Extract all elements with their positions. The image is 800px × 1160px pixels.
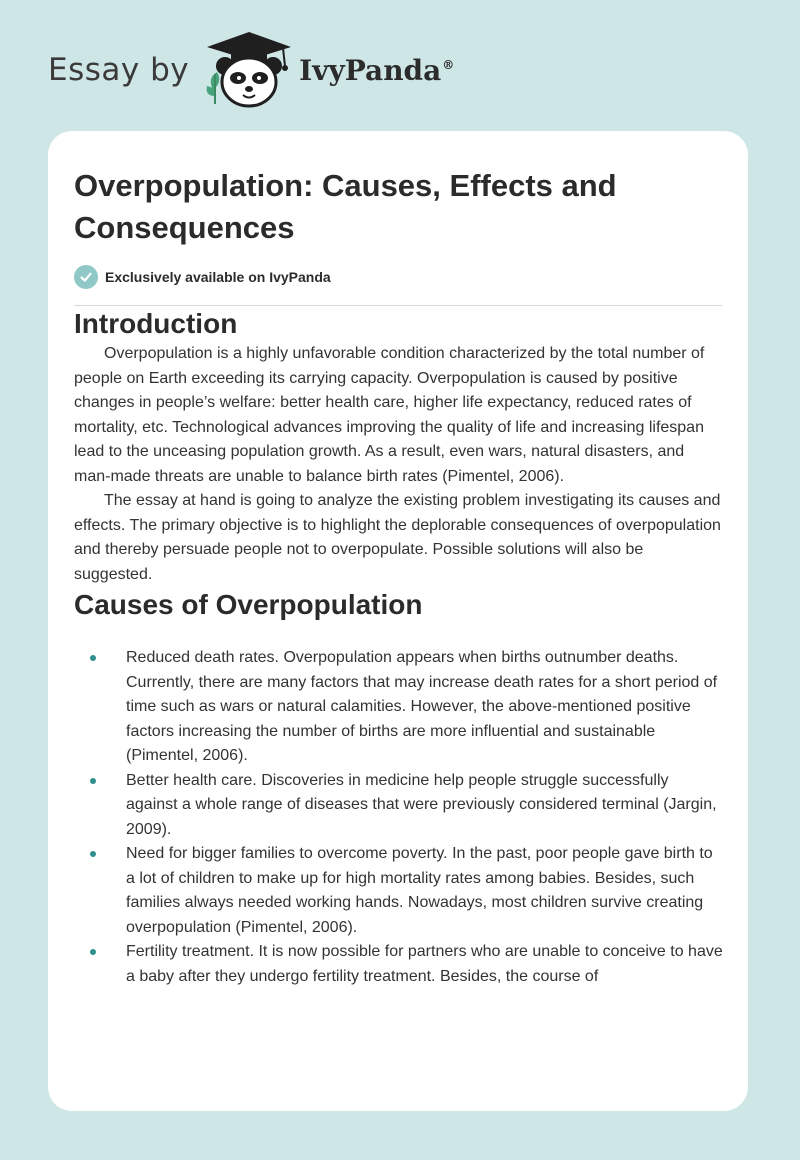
bullet-icon xyxy=(90,851,96,857)
causes-list xyxy=(74,646,724,989)
section-heading-introduction: Introduction xyxy=(74,308,238,339)
site-header xyxy=(48,30,454,110)
essay-by-label: Essay by xyxy=(48,52,190,88)
panda-graduate-icon[interactable] xyxy=(203,30,295,110)
bullet-icon xyxy=(90,949,96,955)
brand-name[interactable]: IvyPanda® xyxy=(299,53,455,87)
page-title: Overpopulation: Causes, Effects and Consequences xyxy=(74,168,617,245)
registered-mark: ® xyxy=(442,58,455,73)
list-item: Fertility treatment. It is now possible for partners who are unable to conceive to have a baby after they undergo fertility treatment. Besides, the course of xyxy=(74,940,724,989)
paragraph: The essay at hand is going to analyze the existing problem investigating its causes and effects. The primary objective is to highlight the deplorable consequences of overpopulation and thereby persuade people not to overpopulate. Possible solutions will also be suggested. xyxy=(74,492,721,583)
section-heading-causes: Causes of Overpopulation xyxy=(74,589,423,620)
list-item: Better health care. Discoveries in medicine help people struggle successfully against a whole range of diseases that were previously considered terminal (Jargin, 2009). xyxy=(74,769,724,843)
exclusive-badge xyxy=(74,265,722,289)
list-item: Need for bigger families to overcome poverty. In the past, poor people gave birth to a lot of children to make up for high mortality rates among babies. Besides, such families always needed working hands. Nowadays, most children survive creating overpopulation (Pimentel, 2006). xyxy=(74,842,724,940)
list-item: Reduced death rates. Overpopulation appears when births outnumber deaths. Currently, there are many factors that may increase death rates for a short period of time such as wars or natural calamities. However, the above-mentioned positive factors increasing the number of births are more influential and sustainable (Pimentel, 2006). xyxy=(74,646,724,769)
bullet-icon xyxy=(90,778,96,784)
essay-card xyxy=(48,131,748,1111)
paragraph: Overpopulation is a highly unfavorable condition characterized by the total number of people on Earth exceeding its carrying capacity. Overpopulation is caused by positive changes in people’s welfare: better health care, higher life expectancy, reduced rates of mortality, etc. Technological advances improving the quality of life and increasing lifespan lead to the unceasing population growth. As a result, even wars, natural disasters, and man-made threats are unable to balance birth rates (Pimentel, 2006). xyxy=(74,345,705,485)
bullet-icon xyxy=(90,655,96,661)
check-icon xyxy=(74,265,98,289)
exclusive-label: Exclusively available on IvyPanda xyxy=(105,269,331,285)
